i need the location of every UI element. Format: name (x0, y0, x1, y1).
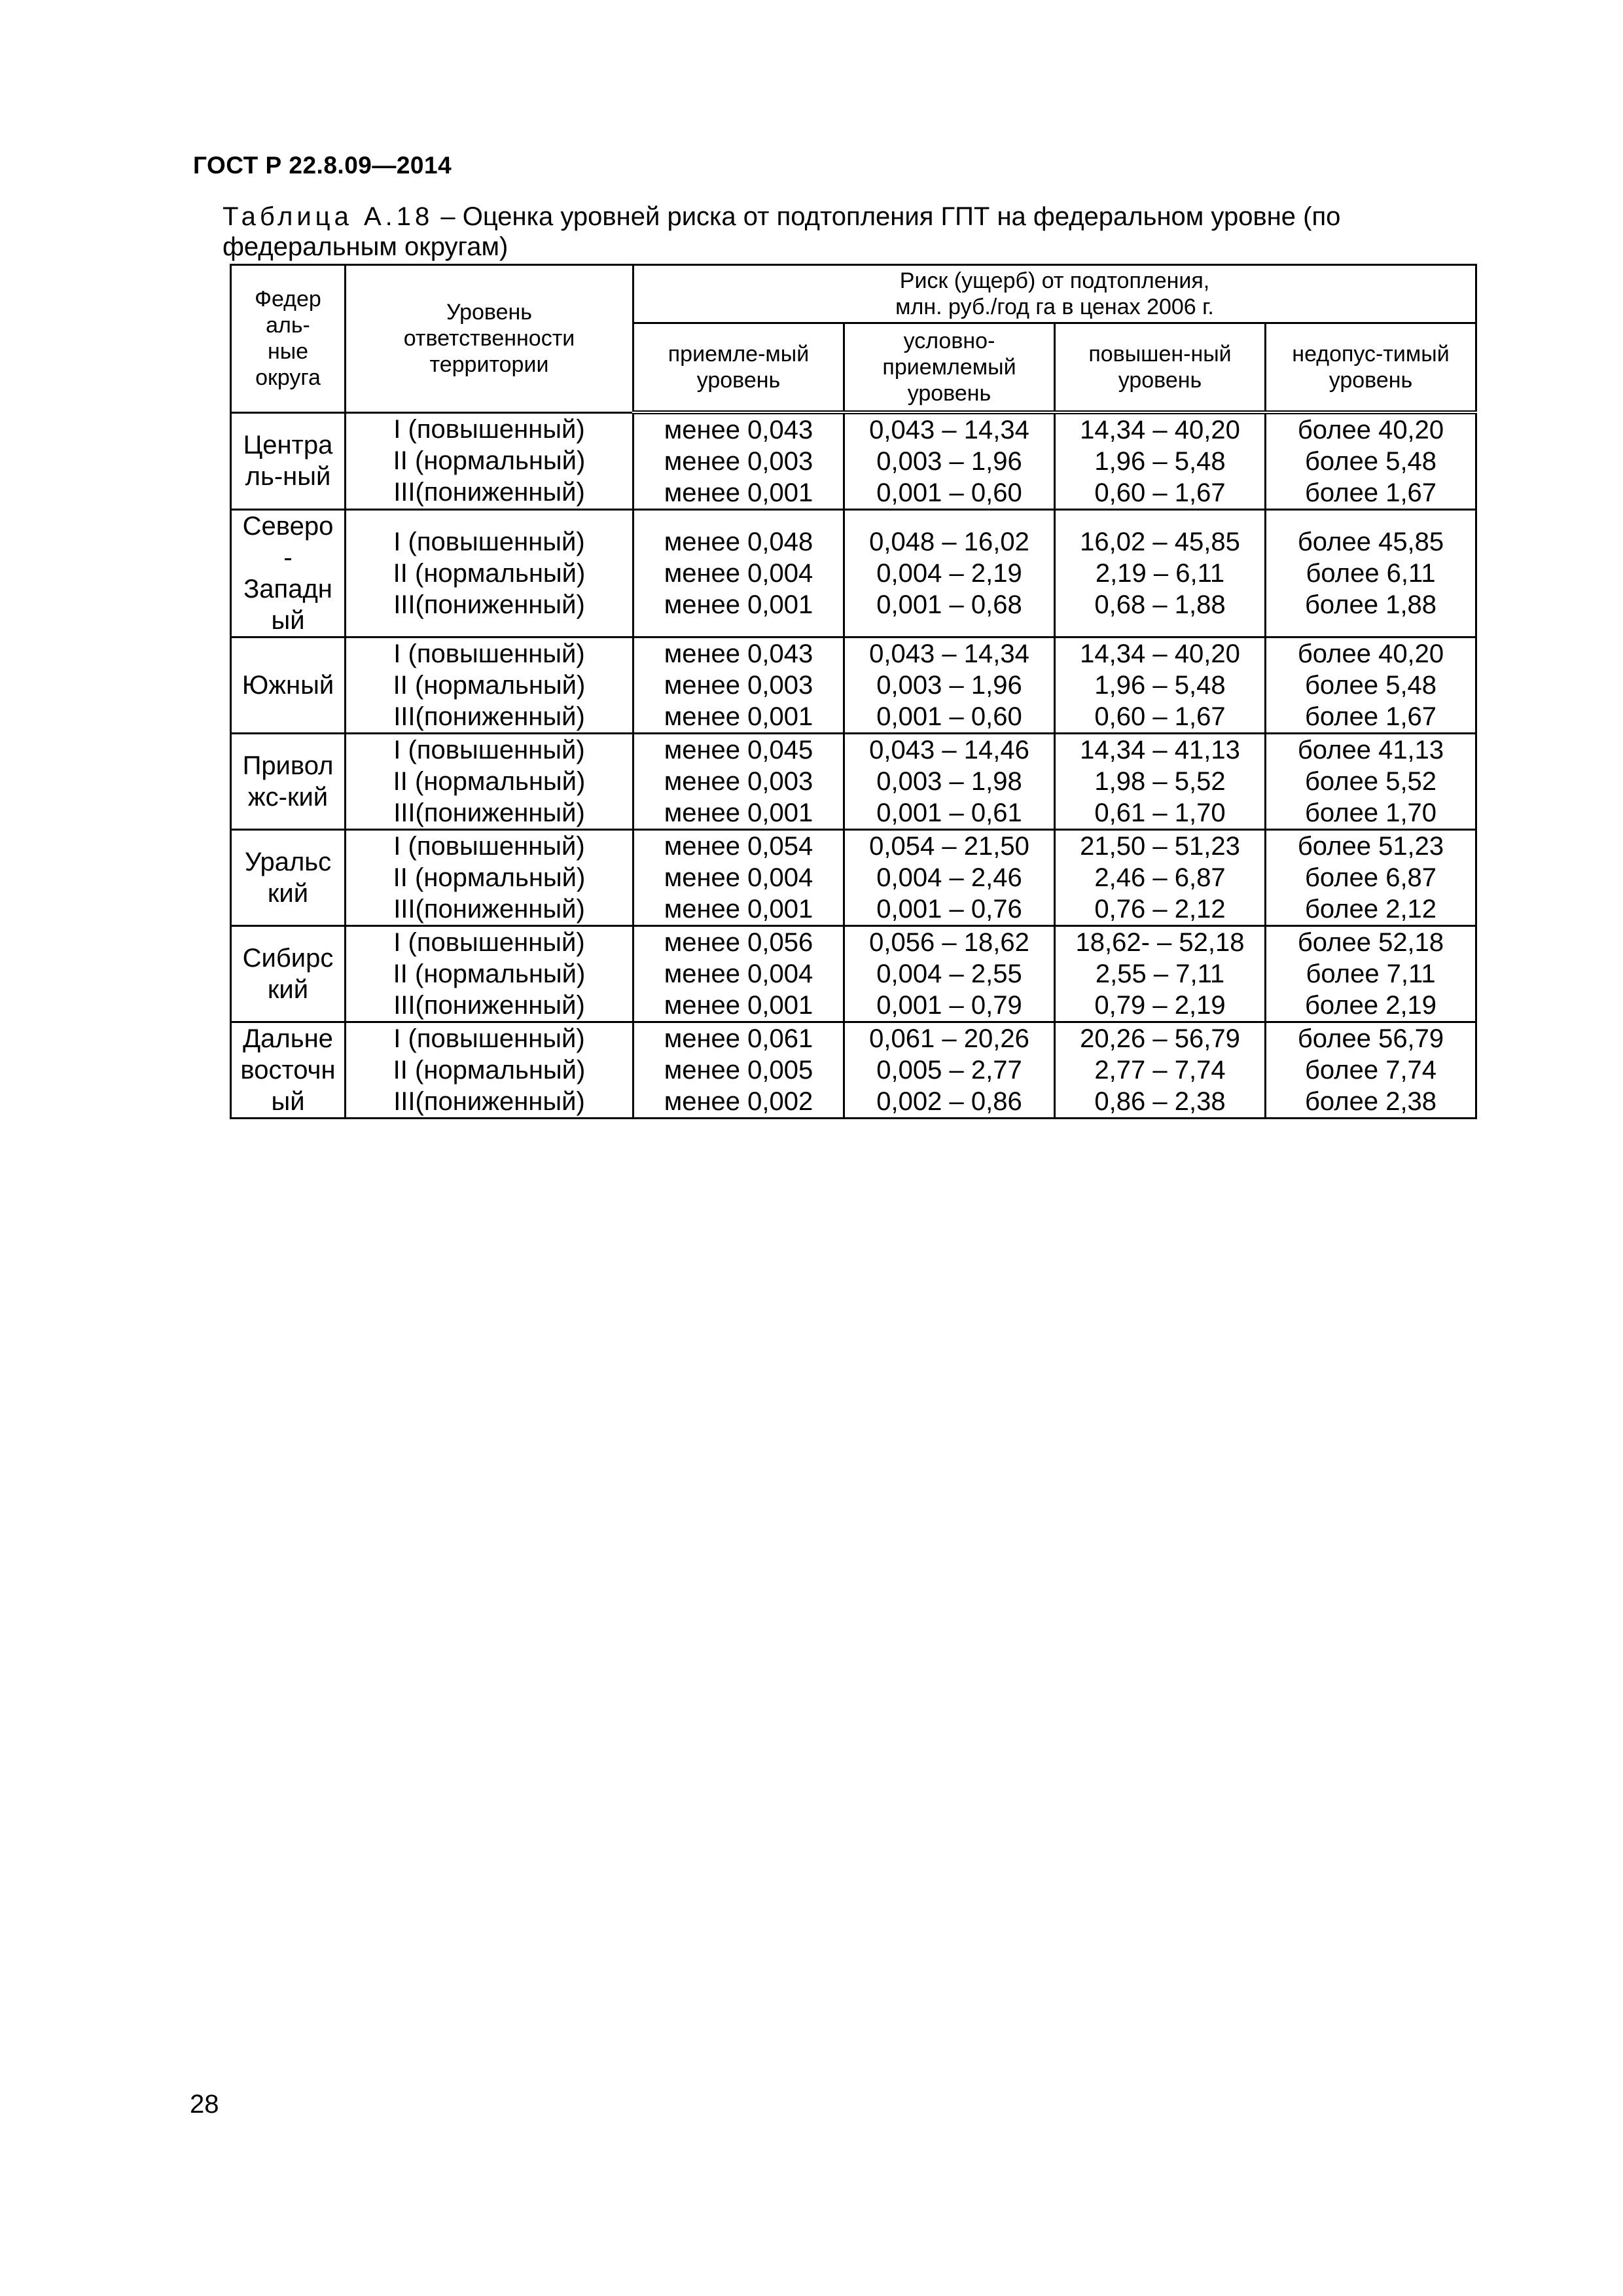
conditional-cell-line: 0,043 – 14,34 (869, 639, 1029, 668)
unacceptable-cell (1266, 926, 1476, 1022)
header-risk-group-line: Риск (ущерб) от подтопления, (899, 268, 1210, 293)
elevated-cell-line: 0,79 – 2,19 (1094, 991, 1226, 1020)
conditional-cell-line: 0,056 – 18,62 (869, 928, 1029, 957)
responsibility-level-cell (346, 734, 633, 830)
header-risk-group (633, 265, 1476, 323)
conditional-cell-line: 0,003 – 1,96 (876, 447, 1022, 476)
responsibility-level-cell (346, 1022, 633, 1119)
acceptable-cell (633, 510, 844, 637)
elevated-cell-line: 0,76 – 2,12 (1094, 895, 1226, 924)
district-cell-line: Сибирс (242, 944, 334, 973)
header-level-line: территории (429, 352, 549, 378)
elevated-cell (1055, 1022, 1266, 1119)
conditional-cell-line: 0,061 – 20,26 (869, 1024, 1029, 1053)
acceptable-cell-line: менее 0,003 (664, 447, 813, 476)
district-cell-line: ль-ный (245, 462, 331, 492)
header-unacceptable-line: уровень (1329, 368, 1413, 393)
acceptable-cell-line: менее 0,003 (664, 671, 813, 700)
responsibility-level-cell-line: II (нормальный) (393, 446, 586, 476)
acceptable-cell-line: менее 0,001 (664, 991, 813, 1020)
unacceptable-cell-line: более 40,20 (1297, 416, 1444, 444)
page-number: 28 (190, 2090, 219, 2119)
acceptable-cell-line: менее 0,001 (664, 590, 813, 619)
unacceptable-cell-line: более 7,11 (1306, 960, 1436, 988)
elevated-cell-line: 0,60 – 1,67 (1094, 702, 1226, 731)
district-cell-line: Уральс (244, 848, 332, 876)
table-row (231, 926, 1476, 1022)
unacceptable-cell-line: более 6,11 (1306, 559, 1436, 588)
unacceptable-cell-line: более 56,79 (1297, 1024, 1444, 1053)
district-cell-line: ый (271, 1087, 305, 1116)
header-elevated-line: повышен-ный (1088, 342, 1232, 367)
responsibility-level-cell-line: III(пониженный) (393, 895, 585, 924)
responsibility-level-cell-line: II (нормальный) (393, 767, 586, 796)
district-cell-line: Привол (242, 751, 334, 780)
acceptable-cell-line: менее 0,043 (664, 639, 813, 668)
district-cell (231, 830, 346, 926)
conditional-cell-line: 0,004 – 2,46 (876, 863, 1022, 892)
responsibility-level-cell-line: III(пониженный) (393, 1087, 585, 1116)
risk-table (230, 264, 1477, 1119)
header-conditional (844, 323, 1055, 413)
header-level-line: Уровень (446, 300, 532, 325)
district-cell-line: кий (267, 879, 309, 908)
unacceptable-cell-line: более 45,85 (1297, 528, 1444, 556)
responsibility-level-cell-line: III(пониженный) (393, 478, 585, 507)
header-district-line: Федер (255, 287, 321, 312)
conditional-cell-line: 0,003 – 1,96 (876, 671, 1022, 700)
acceptable-cell-line: менее 0,004 (664, 559, 813, 588)
elevated-cell-line: 21,50 – 51,23 (1080, 832, 1240, 861)
table-caption (223, 202, 1466, 262)
responsibility-level-cell-line: II (нормальный) (393, 863, 586, 892)
unacceptable-cell-line: более 5,52 (1304, 767, 1437, 796)
acceptable-cell (633, 412, 844, 510)
unacceptable-cell-line: более 40,20 (1297, 639, 1444, 668)
conditional-cell-line: 0,004 – 2,55 (876, 960, 1022, 988)
conditional-cell-line: 0,048 – 16,02 (869, 528, 1029, 556)
table-caption-text: – Оценка уровней риска от подтопления ГПТ на федеральном уровне (по федеральным округам) (223, 202, 1341, 261)
district-cell (231, 412, 346, 510)
acceptable-cell (633, 926, 844, 1022)
conditional-cell-line: 0,001 – 0,76 (876, 895, 1022, 924)
header-conditional-line: условно- (903, 329, 995, 353)
acceptable-cell-line: менее 0,003 (664, 767, 813, 796)
conditional-cell (844, 412, 1055, 510)
elevated-cell-line: 18,62- – 52,18 (1075, 928, 1245, 957)
district-cell-line: Западн (243, 575, 332, 603)
responsibility-level-cell-line: II (нормальный) (393, 671, 586, 700)
header-acceptable (633, 323, 844, 413)
elevated-cell-line: 0,86 – 2,38 (1094, 1087, 1226, 1116)
elevated-cell-line: 14,34 – 40,20 (1080, 416, 1240, 444)
elevated-cell-line: 2,19 – 6,11 (1095, 559, 1225, 588)
unacceptable-cell-line: более 5,48 (1304, 671, 1437, 700)
acceptable-cell-line: менее 0,004 (664, 863, 813, 892)
acceptable-cell-line: менее 0,001 (664, 798, 813, 827)
header-level (346, 265, 633, 413)
district-cell-line: Северо (242, 512, 334, 541)
header-acceptable-line: приемле-мый (668, 342, 810, 367)
conditional-cell (844, 734, 1055, 830)
acceptable-cell-line: менее 0,054 (664, 832, 813, 861)
responsibility-level-cell (346, 830, 633, 926)
header-conditional-line: приемлемый (882, 355, 1016, 380)
acceptable-cell-line: менее 0,045 (664, 736, 813, 764)
acceptable-cell-line: менее 0,004 (664, 960, 813, 988)
unacceptable-cell-line: более 5,48 (1304, 447, 1437, 476)
elevated-cell-line: 14,34 – 41,13 (1080, 736, 1240, 764)
unacceptable-cell (1266, 510, 1476, 637)
conditional-cell-line: 0,043 – 14,46 (869, 736, 1029, 764)
table-row (231, 1022, 1476, 1119)
acceptable-cell-line: менее 0,001 (664, 895, 813, 924)
elevated-cell-line: 2,77 – 7,74 (1094, 1056, 1226, 1085)
conditional-cell-line: 0,001 – 0,60 (876, 478, 1022, 507)
conditional-cell (844, 830, 1055, 926)
unacceptable-cell (1266, 830, 1476, 926)
header-unacceptable (1266, 323, 1476, 413)
unacceptable-cell-line: более 7,74 (1304, 1056, 1437, 1085)
unacceptable-cell-line: более 1,67 (1304, 702, 1437, 731)
district-cell-line: Южный (241, 671, 334, 700)
elevated-cell (1055, 412, 1266, 510)
unacceptable-cell (1266, 637, 1476, 734)
unacceptable-cell-line: более 6,87 (1304, 863, 1437, 892)
responsibility-level-cell-line: II (нормальный) (393, 960, 586, 988)
district-cell-line: - (283, 543, 293, 572)
conditional-cell-line: 0,054 – 21,50 (869, 832, 1029, 861)
header-elevated-line: уровень (1118, 368, 1202, 393)
elevated-cell-line: 1,98 – 5,52 (1094, 767, 1226, 796)
header-elevated (1055, 323, 1266, 413)
responsibility-level-cell-line: I (повышенный) (393, 415, 585, 444)
responsibility-level-cell (346, 637, 633, 734)
acceptable-cell-line: менее 0,056 (664, 928, 813, 957)
elevated-cell-line: 2,55 – 7,11 (1095, 960, 1225, 988)
district-cell-line: кий (267, 975, 309, 1004)
elevated-cell-line: 2,46 – 6,87 (1094, 863, 1226, 892)
district-cell (231, 510, 346, 637)
responsibility-level-cell-line: II (нормальный) (393, 1056, 586, 1085)
conditional-cell-line: 0,001 – 0,79 (876, 991, 1022, 1020)
responsibility-level-cell-line: II (нормальный) (393, 559, 586, 588)
acceptable-cell (633, 830, 844, 926)
header-district (231, 265, 346, 413)
header-unacceptable-line: недопус-тимый (1292, 342, 1450, 367)
conditional-cell-line: 0,001 – 0,60 (876, 702, 1022, 731)
conditional-cell-line: 0,005 – 2,77 (876, 1056, 1022, 1085)
conditional-cell-line: 0,002 – 0,86 (876, 1087, 1022, 1116)
responsibility-level-cell-line: III(пониженный) (393, 991, 585, 1020)
acceptable-cell-line: менее 0,048 (664, 528, 813, 556)
responsibility-level-cell-line: I (повышенный) (393, 639, 585, 668)
unacceptable-cell-line: более 2,19 (1304, 991, 1437, 1020)
unacceptable-cell-line: более 41,13 (1297, 736, 1444, 764)
elevated-cell-line: 16,02 – 45,85 (1080, 528, 1240, 556)
elevated-cell-line: 1,96 – 5,48 (1094, 447, 1226, 476)
acceptable-cell-line: менее 0,005 (664, 1056, 813, 1085)
header-district-line: ные (267, 339, 309, 365)
responsibility-level-cell-line: I (повышенный) (393, 1024, 585, 1053)
conditional-cell-line: 0,003 – 1,98 (876, 767, 1022, 796)
district-cell (231, 926, 346, 1022)
unacceptable-cell-line: более 1,67 (1304, 478, 1437, 507)
responsibility-level-cell-line: I (повышенный) (393, 528, 585, 556)
conditional-cell (844, 637, 1055, 734)
conditional-cell-line: 0,001 – 0,61 (876, 798, 1022, 827)
table-row (231, 412, 1476, 510)
elevated-cell (1055, 830, 1266, 926)
acceptable-cell-line: менее 0,001 (664, 478, 813, 507)
district-cell-line: Дальне (243, 1024, 333, 1053)
district-cell-line: восточн (240, 1056, 336, 1085)
acceptable-cell (633, 734, 844, 830)
header-risk-group-line: млн. руб./год га в ценах 2006 г. (895, 295, 1214, 319)
acceptable-cell (633, 1022, 844, 1119)
elevated-cell (1055, 926, 1266, 1022)
conditional-cell-line: 0,001 – 0,68 (876, 590, 1022, 619)
header-district-line: округа (255, 365, 321, 391)
table-row (231, 510, 1476, 637)
elevated-cell-line: 0,68 – 1,88 (1094, 590, 1226, 619)
conditional-cell-line: 0,043 – 14,34 (869, 416, 1029, 444)
responsibility-level-cell (346, 412, 633, 510)
table-row (231, 734, 1476, 830)
elevated-cell-line: 0,60 – 1,67 (1094, 478, 1226, 507)
conditional-cell (844, 926, 1055, 1022)
responsibility-level-cell-line: III(пониженный) (393, 590, 585, 619)
elevated-cell (1055, 510, 1266, 637)
table-body (231, 412, 1476, 1119)
unacceptable-cell-line: более 51,23 (1297, 832, 1444, 861)
district-cell-line: Центра (243, 431, 333, 460)
conditional-cell (844, 510, 1055, 637)
district-cell (231, 734, 346, 830)
unacceptable-cell-line: более 2,38 (1304, 1087, 1437, 1116)
document-code: ГОСТ Р 22.8.09—2014 (193, 152, 452, 179)
header-level-line: ответственности (403, 326, 575, 351)
elevated-cell (1055, 734, 1266, 830)
table-label: Таблица А.18 (223, 202, 434, 231)
unacceptable-cell (1266, 412, 1476, 510)
acceptable-cell-line: менее 0,001 (664, 702, 813, 731)
responsibility-level-cell-line: III(пониженный) (393, 798, 585, 827)
acceptable-cell-line: менее 0,043 (664, 416, 813, 444)
table-row (231, 830, 1476, 926)
elevated-cell-line: 1,96 – 5,48 (1094, 671, 1226, 700)
acceptable-cell-line: менее 0,061 (664, 1024, 813, 1053)
header-acceptable-line: уровень (696, 368, 781, 393)
elevated-cell (1055, 637, 1266, 734)
responsibility-level-cell-line: I (повышенный) (393, 928, 585, 957)
responsibility-level-cell-line: I (повышенный) (393, 832, 585, 861)
responsibility-level-cell (346, 926, 633, 1022)
unacceptable-cell-line: более 52,18 (1297, 928, 1444, 957)
district-cell-line: ый (271, 606, 305, 635)
elevated-cell-line: 0,61 – 1,70 (1094, 798, 1226, 827)
responsibility-level-cell-line: I (повышенный) (393, 736, 585, 764)
responsibility-level-cell (346, 510, 633, 637)
header-conditional-line: уровень (907, 381, 991, 406)
responsibility-level-cell-line: III(пониженный) (393, 702, 585, 731)
conditional-cell (844, 1022, 1055, 1119)
district-cell (231, 637, 346, 734)
district-cell (231, 1022, 346, 1119)
elevated-cell-line: 14,34 – 40,20 (1080, 639, 1240, 668)
district-cell-line: жс-кий (247, 783, 329, 812)
unacceptable-cell-line: более 1,88 (1304, 590, 1437, 619)
conditional-cell-line: 0,004 – 2,19 (876, 559, 1022, 588)
acceptable-cell-line: менее 0,002 (664, 1087, 813, 1116)
unacceptable-cell-line: более 2,12 (1304, 895, 1437, 924)
unacceptable-cell-line: более 1,70 (1304, 798, 1437, 827)
unacceptable-cell (1266, 1022, 1476, 1119)
elevated-cell-line: 20,26 – 56,79 (1080, 1024, 1240, 1053)
header-district-line: аль- (266, 313, 310, 338)
table-row (231, 637, 1476, 734)
unacceptable-cell (1266, 734, 1476, 830)
acceptable-cell (633, 637, 844, 734)
